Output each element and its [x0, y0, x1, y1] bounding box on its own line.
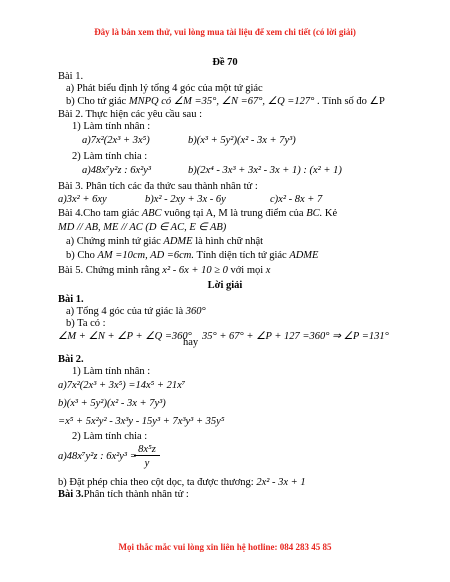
b2-1b: b)(x³ + 5y²)(x² - 3x + 7y³) [188, 135, 296, 146]
b4-line1 [58, 208, 337, 220]
b4-b-adme: ADME [289, 250, 319, 261]
s3 [58, 489, 189, 501]
b5-math: x² - 6x + 10 ≥ 0 [162, 265, 228, 276]
b1-b [66, 96, 385, 108]
b4-l1-pre: Bài 4.Cho tam giác [58, 208, 140, 219]
b4-l1-post: Kẻ [324, 208, 338, 219]
b3-b: b)x² - 2xy + 3x - 6y [145, 194, 226, 205]
b2-heading: Bài 2. Thực hiện các yêu cầu sau : [58, 109, 202, 120]
b1-a: a) Phát biểu định lý tổng 4 góc của một tứ giác [66, 83, 263, 94]
b4-line2: MD // AB, ME // AC (D ∈ AC, E ∈ AB) [58, 222, 227, 233]
b1-b-post: . Tính số đo ∠P [316, 96, 385, 107]
b5-pre: Bài 5. Chứng minh rằng [58, 265, 160, 276]
s1-eq2: 35° + 67° + ∠P + 127 =360° ⇒ ∠P =131° [202, 331, 389, 342]
s1-a-val: 360° [185, 306, 206, 317]
b3-heading: Bài 3. Phân tích các đa thức sau thành nhân tử : [58, 181, 258, 192]
b5-mid: với mọi [230, 265, 264, 276]
s2-d-math: 2x² - 3x + 1 [256, 477, 306, 488]
b2-2b: b)(2x⁴ - 3x³ + 3x² - 3x + 1) : (x² + 1) [188, 165, 342, 176]
s1-a-pre: a) Tổng 4 góc của tứ giác là [66, 306, 184, 317]
s1-hay: hay [183, 337, 199, 348]
b4-l1-mid: vuông tại A, M là trung điểm của [164, 208, 304, 219]
solution-title: Lời giải [207, 280, 243, 291]
b3-c: c)x² - 8x + 7 [270, 194, 323, 205]
b4-l1-abc: ABC [141, 208, 162, 219]
b1-heading: Bài 1. [58, 71, 84, 82]
s2-sub2: 2) Làm tính chia : [72, 431, 148, 442]
s1-eq1: ∠M + ∠N + ∠P + ∠Q =360° [58, 331, 192, 342]
s3-rest: Phân tích thành nhân tử : [83, 489, 189, 500]
s2-d-pre: b) Đặt phép chia theo cột dọc, ta được thương: [58, 477, 254, 488]
b3-a: a)3x² + 6xy [58, 194, 107, 205]
s2-b2: =x⁵ + 5x²y² - 3x³y - 15y³ + 7x³y³ + 35y⁵ [58, 416, 225, 427]
s1-a [66, 306, 206, 318]
b2-1a: a)7x²(2x³ + 3x⁵) [82, 135, 150, 146]
b4-b [66, 250, 318, 262]
b5-x: x [265, 265, 271, 276]
b4-a-pre: a) Chứng minh tứ giác [66, 236, 161, 247]
s1-heading: Bài 1. [58, 294, 84, 305]
b2-sub1: 1) Làm tính nhân : [72, 121, 151, 132]
s2-c-pre: a)48x⁷y²z : 6x²y³ = [58, 451, 137, 462]
exam-title: Đề 70 [212, 57, 238, 68]
b2-2a: a)48x⁷y²z : 6x²y³ [82, 165, 152, 176]
s2-b1: b)(x³ + 5y²)(x² - 3x + 7y³) [58, 398, 166, 409]
b4-a [66, 236, 263, 248]
s2-c-denominator: y [144, 458, 150, 469]
s2-d [58, 477, 306, 489]
b2-sub2: 2) Làm tính chia : [72, 151, 148, 162]
s2-heading: Bài 2. [58, 354, 84, 365]
b4-b-pre: b) Cho [66, 250, 95, 261]
b4-a-post: là hình chữ nhật [195, 236, 264, 247]
s2-a: a)7x²(2x³ + 3x⁵) =14x⁵ + 21x⁷ [58, 380, 186, 391]
b1-b-pre: b) Cho tứ giác [66, 96, 127, 107]
s2-sub1: 1) Làm tính nhân : [72, 366, 151, 377]
b4-b-mid: Tính diện tích tứ giác [196, 250, 287, 261]
s2-c-numerator: 8x⁵z [134, 444, 160, 456]
preview-notice: Đây là bản xem thử, vui lòng mua tài liệu để xem chi tiết (có lời giải) [94, 27, 356, 37]
hotline-notice: Mọi thắc mắc vui lòng xin liên hệ hotline: 084 283 45 85 [118, 542, 332, 552]
b4-b-math: AM =10cm, AD =6cm. [97, 250, 194, 261]
s1-b: b) Ta có : [66, 318, 106, 329]
b4-a-adme: ADME [163, 236, 193, 247]
s3-heading: Bài 3. [58, 489, 84, 500]
b1-b-math: MNPQ có ∠M =35°, ∠N =67°, ∠Q =127° [128, 96, 315, 107]
b4-l1-bc: BC. [306, 208, 323, 219]
b5 [58, 265, 270, 277]
